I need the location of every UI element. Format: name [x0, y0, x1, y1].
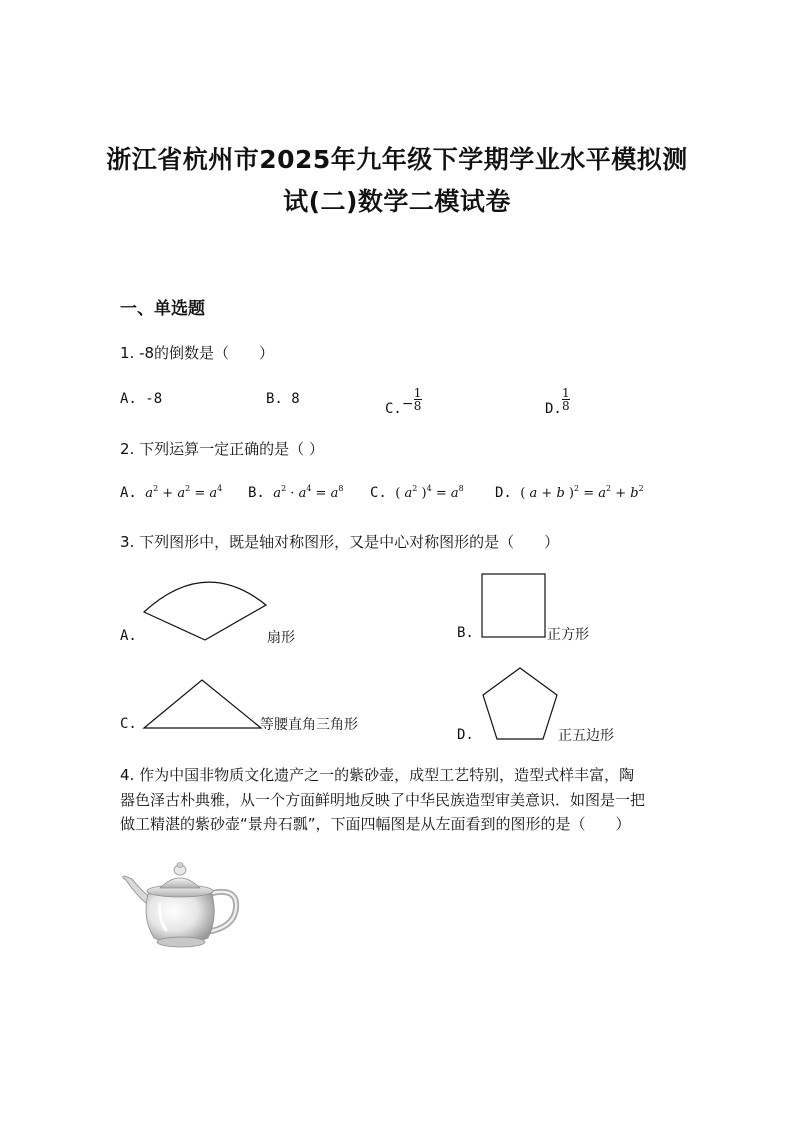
q3-option-a-label: A.: [120, 628, 137, 644]
q1-option-d-label: D.: [545, 401, 562, 417]
q2-option-a: [120, 484, 222, 501]
q3-option-c-caption: 等腰直角三角形: [260, 717, 358, 733]
question-4-line-3: 做工精湛的紫砂壶“景舟石瓢”，下面四幅图是从左面看到的图形的是（ ）: [120, 815, 631, 833]
q1-option-d-fraction: [562, 387, 570, 412]
teapot-image: [120, 858, 242, 950]
q2-option-c-label: C.: [370, 485, 387, 501]
question-1-stem: 1. -8的倒数是（ ）: [120, 344, 275, 362]
q2-option-b: [248, 484, 343, 501]
q2-option-d-expression: ( a + b )$^2 = a^2 + b^2$: [520, 484, 644, 501]
q3-option-d-caption: 正五边形: [558, 728, 614, 744]
section-heading: 一、单选题: [120, 299, 205, 319]
pentagon-figure: [478, 664, 562, 744]
q1-option-b: B. 8: [266, 391, 300, 407]
q1-option-c-sign: −: [401, 396, 414, 412]
fraction-numerator: 1: [413, 385, 422, 400]
q3-option-c-label: C.: [120, 716, 137, 732]
question-4-line-2: 器色泽古朴典雅，从一个方面鲜明地反映了中华民族造型审美意识．如图是一把: [120, 791, 646, 809]
q2-option-b-expression: $a^2 \cdot a^4 = a^8$: [273, 484, 344, 501]
q1-option-c: [385, 381, 422, 417]
fraction-denominator: 8: [413, 398, 422, 413]
q2-option-d: [495, 484, 644, 501]
q1-option-d: [545, 381, 570, 417]
q1-option-a: A. -8: [120, 391, 163, 407]
q3-option-b-caption: 正方形: [547, 627, 589, 643]
q1-option-c-label: C.: [385, 401, 402, 417]
question-4-line-1: 4. 作为中国非物质文化遗产之一的紫砂壶，成型工艺特别，造型式样丰富，陶: [120, 766, 635, 784]
q3-option-a-caption: 扇形: [267, 630, 295, 646]
fraction-denominator: 8: [562, 398, 570, 413]
q2-option-a-expression: $a^2 + a^2 = a^4$: [145, 484, 223, 501]
page-title-line-2: 试(二)数学二模试卷: [283, 187, 511, 216]
q3-option-d-label: D.: [457, 727, 474, 743]
q3-option-b-label: B.: [457, 625, 474, 641]
fraction-numerator: 1: [562, 385, 570, 400]
question-2-stem: 2. 下列运算一定正确的是（ ）: [120, 440, 324, 458]
q2-option-d-label: D.: [495, 485, 512, 501]
q2-option-c-expression: ( $a^2$ )$^4 = a^8$: [395, 484, 464, 501]
q2-option-a-label: A.: [120, 485, 137, 501]
isosceles-right-triangle-figure: [140, 676, 265, 734]
q2-option-c: [370, 484, 464, 501]
square-figure: [480, 572, 550, 642]
page-title-line-1: 浙江省杭州市2025年九年级下学期学业水平模拟测: [106, 145, 688, 174]
q1-option-c-fraction: [414, 387, 422, 412]
q2-option-b-label: B.: [248, 485, 265, 501]
sector-figure: [135, 570, 275, 645]
question-3-stem: 3. 下列图形中，既是轴对称图形，又是中心对称图形的是（ ）: [120, 533, 560, 551]
